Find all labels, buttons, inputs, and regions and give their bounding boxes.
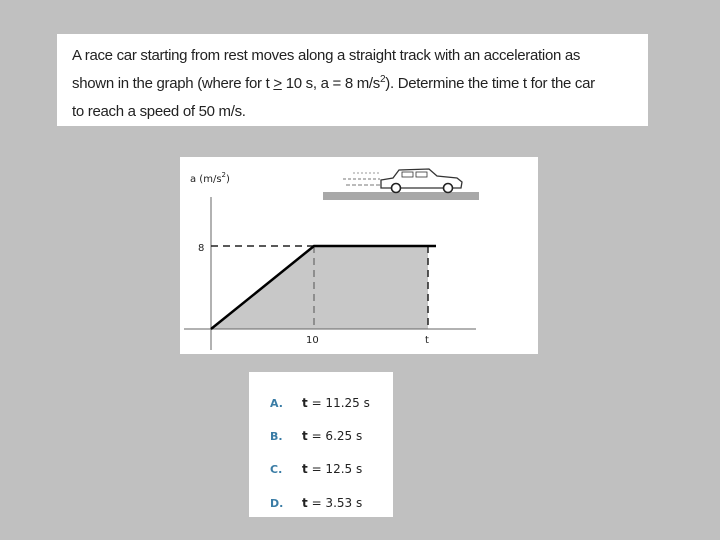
choice-value: = 11.25 s (307, 396, 370, 410)
exponent: 2 (380, 74, 386, 85)
track-ground (323, 192, 479, 200)
greater-equal-symbol: > (273, 75, 282, 92)
front-wheel (392, 184, 401, 193)
choice-a[interactable] (270, 393, 370, 413)
choice-value: = 3.53 s (307, 496, 363, 510)
choice-d[interactable] (270, 493, 362, 513)
problem-line-1: A race car starting from rest moves along a straight track with an acceleration as (72, 47, 581, 64)
answer-choices-panel (249, 372, 393, 517)
choice-letter: B. (270, 430, 283, 443)
problem-line-3: to reach a speed of 50 m/s. (72, 103, 246, 120)
acceleration-graph-panel (180, 157, 538, 354)
choice-value: = 6.25 s (307, 429, 363, 443)
y-axis-label: a $(m/s^2)$ (190, 171, 230, 185)
problem-line-2 (72, 72, 638, 100)
choice-b[interactable] (270, 426, 362, 446)
acceleration-time-graph (180, 157, 538, 354)
problem-line-2-start: shown in the graph (where for t (72, 75, 274, 92)
choice-variable: t (302, 496, 308, 510)
choice-c[interactable] (270, 459, 362, 479)
choice-letter: D. (270, 497, 284, 510)
choice-variable: t (302, 462, 308, 476)
choice-variable: t (302, 396, 308, 410)
choice-letter: C. (270, 463, 283, 476)
y-tick-8: 8 (198, 243, 205, 254)
problem-line-2-mid: 10 s, a = 8 m/s (281, 75, 380, 92)
choice-variable: t (302, 429, 308, 443)
x-tick-t: t (425, 335, 429, 346)
x-tick-10: 10 (306, 335, 319, 346)
problem-statement (57, 34, 648, 126)
race-car-illustration (323, 169, 479, 200)
choice-value: = 12.5 s (307, 462, 363, 476)
rear-wheel (444, 184, 453, 193)
problem-line-2-end: ). Determine the time t for the car (385, 75, 595, 92)
area-under-curve (211, 246, 428, 329)
choice-letter: A. (270, 397, 283, 410)
